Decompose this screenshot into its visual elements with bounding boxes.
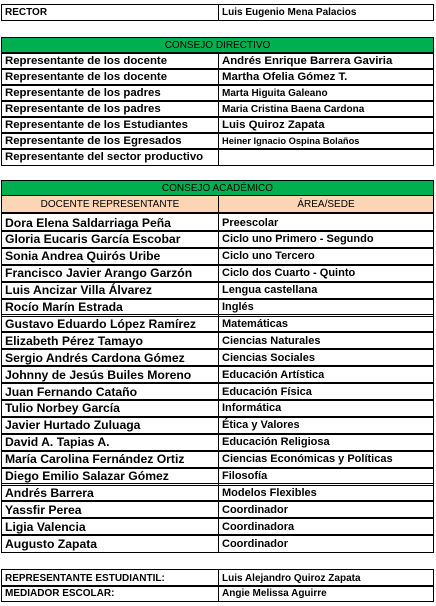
docente-name: Augusto Zapata — [1, 534, 219, 553]
docente-name: Javier Hurtado Zuluaga — [1, 416, 219, 435]
directivo-role: Representante de los padres — [1, 84, 219, 102]
consejo-academico-row — [1, 331, 434, 349]
docente-name: Andrés Barrera — [1, 483, 219, 502]
docente-name: María Carolina Fernández Ortiz — [1, 450, 219, 469]
consejo-directivo-row — [1, 116, 434, 133]
area-sede: Ciencias Sociales — [218, 348, 434, 367]
docente-name: Ligia Valencia — [1, 517, 219, 536]
area-sede: Inglés — [218, 298, 434, 317]
docente-name: Gustavo Eduardo López Ramírez — [1, 314, 219, 333]
area-sede: Ciclo uno Tercero — [218, 247, 434, 266]
column-header-docente: DOCENTE REPRESENTANTE — [1, 195, 219, 213]
consejo-academico-row — [1, 298, 434, 316]
area-sede: Coordinador — [218, 500, 434, 519]
area-sede: Filosofía — [218, 467, 434, 486]
area-sede: Ciclo dos Cuarto - Quinto — [218, 264, 434, 283]
area-sede: Coordinador — [218, 534, 434, 553]
area-sede: Modelos Flexibles — [218, 483, 434, 502]
consejo-academico-row — [1, 314, 434, 332]
area-sede: Ciencias Naturales — [218, 331, 434, 350]
mediador-escolar-label: MEDIADOR ESCOLAR: — [1, 585, 219, 602]
directivo-member-name: Marta Higuita Galeano — [218, 84, 434, 102]
consejo-directivo-row — [1, 148, 434, 165]
area-sede: Ciclo uno Primero - Segundo — [218, 230, 434, 249]
docente-name: Luis Ancizar Villa Álvarez — [1, 281, 219, 300]
consejo-academico-row — [1, 517, 434, 535]
representante-estudiantil-name: Luis Alejandro Quiroz Zapata — [218, 569, 434, 587]
consejo-academico-row — [1, 433, 434, 451]
docente-name: Elizabeth Pérez Tamayo — [1, 331, 219, 350]
column-header-area: ÁREA/SEDE — [218, 195, 434, 213]
consejo-academico-row — [1, 230, 434, 248]
directivo-role: Representante de los docente — [1, 68, 219, 86]
docente-name: Gloria Eucaris García Escobar — [1, 230, 219, 249]
consejo-academico-row — [1, 382, 434, 400]
docente-name: Sergio Andrés Cardona Gómez — [1, 348, 219, 367]
directivo-role: Representante de los Estudiantes — [1, 116, 219, 134]
rector-name: Luis Eugenio Mena Palacios — [218, 4, 434, 21]
directivo-member-name: Luis Quiroz Zapata — [218, 116, 434, 134]
area-sede: Preescolar — [218, 213, 434, 232]
docente-name: Dora Elena Saldarriaga Peña — [1, 213, 219, 232]
docente-name: Sonia Andrea Quirós Uribe — [1, 247, 219, 266]
consejo-academico-header-row — [1, 180, 434, 196]
directivo-member-name: Maria Cristina Baena Cardona — [218, 100, 434, 118]
area-sede: Ciencias Económicas y Políticas — [218, 450, 434, 469]
docente-name: Francisco Javier Arango Garzón — [1, 264, 219, 283]
directivo-role: Representante de los docente — [1, 52, 219, 70]
consejo-academico-row — [1, 500, 434, 518]
consejo-academico-row — [1, 399, 434, 417]
rector-label: RECTOR — [1, 4, 219, 21]
area-sede: Matemáticas — [218, 314, 434, 333]
mediador-escolar-row — [1, 585, 434, 601]
directivo-member-name — [218, 148, 434, 166]
consejo-academico-title: CONSEJO ACADÉMICO — [1, 180, 434, 197]
docente-name: Rocío Marín Estrada — [1, 298, 219, 317]
docente-name: Juan Fernando Cataño — [1, 382, 219, 401]
docente-name: Tulio Norbey García — [1, 399, 219, 418]
consejo-directivo-row — [1, 52, 434, 69]
area-sede: Lengua castellana — [218, 281, 434, 300]
consejo-academico-row — [1, 365, 434, 383]
consejo-directivo-row — [1, 132, 434, 149]
representante-estudiantil-label: REPRESENTANTE ESTUDIANTIL: — [1, 569, 219, 587]
consejo-directivo-header-row — [1, 37, 434, 53]
area-sede: Informática — [218, 399, 434, 418]
consejo-academico-row — [1, 416, 434, 434]
area-sede: Educación Física — [218, 382, 434, 401]
consejo-academico-row — [1, 348, 434, 366]
directivo-role: Representante de los Egresados — [1, 132, 219, 150]
consejo-academico-column-headers — [1, 195, 434, 212]
consejo-directivo-row — [1, 100, 434, 117]
directivo-role: Representante de los padres — [1, 100, 219, 118]
area-sede: Educación Religiosa — [218, 433, 434, 452]
consejo-academico-row — [1, 450, 434, 468]
consejo-directivo-title: CONSEJO DIRECTIVO — [1, 37, 434, 54]
consejo-academico-row — [1, 467, 434, 485]
consejo-academico-row — [1, 213, 434, 231]
consejo-academico-row — [1, 534, 434, 552]
consejo-directivo-row — [1, 68, 434, 85]
directivo-member-name: Andrés Enrique Barrera Gaviria — [218, 52, 434, 70]
consejo-academico-row — [1, 483, 434, 501]
directivo-role: Representante del sector productivo — [1, 148, 219, 166]
docente-name: Johnny de Jesús Builes Moreno — [1, 365, 219, 384]
directivo-member-name: Heiner Ignacio Ospina Bolaños — [218, 132, 434, 150]
docente-name: Diego Emilio Salazar Gómez — [1, 467, 219, 486]
consejo-academico-row — [1, 281, 434, 299]
area-sede: Educación Artística — [218, 365, 434, 384]
representante-estudiantil-row — [1, 569, 434, 586]
consejo-academico-row — [1, 264, 434, 282]
docente-name: David A. Tapias A. — [1, 433, 219, 452]
area-sede: Coordinadora — [218, 517, 434, 536]
mediador-escolar-name: Angie Melissa Aguirre — [218, 585, 434, 602]
rector-row — [1, 4, 434, 20]
area-sede: Ética y Valores — [218, 416, 434, 435]
docente-name: Yassfir Perea — [1, 500, 219, 519]
directivo-member-name: Martha Ofelia Gómez T. — [218, 68, 434, 86]
consejo-academico-row — [1, 247, 434, 265]
consejo-directivo-row — [1, 84, 434, 101]
